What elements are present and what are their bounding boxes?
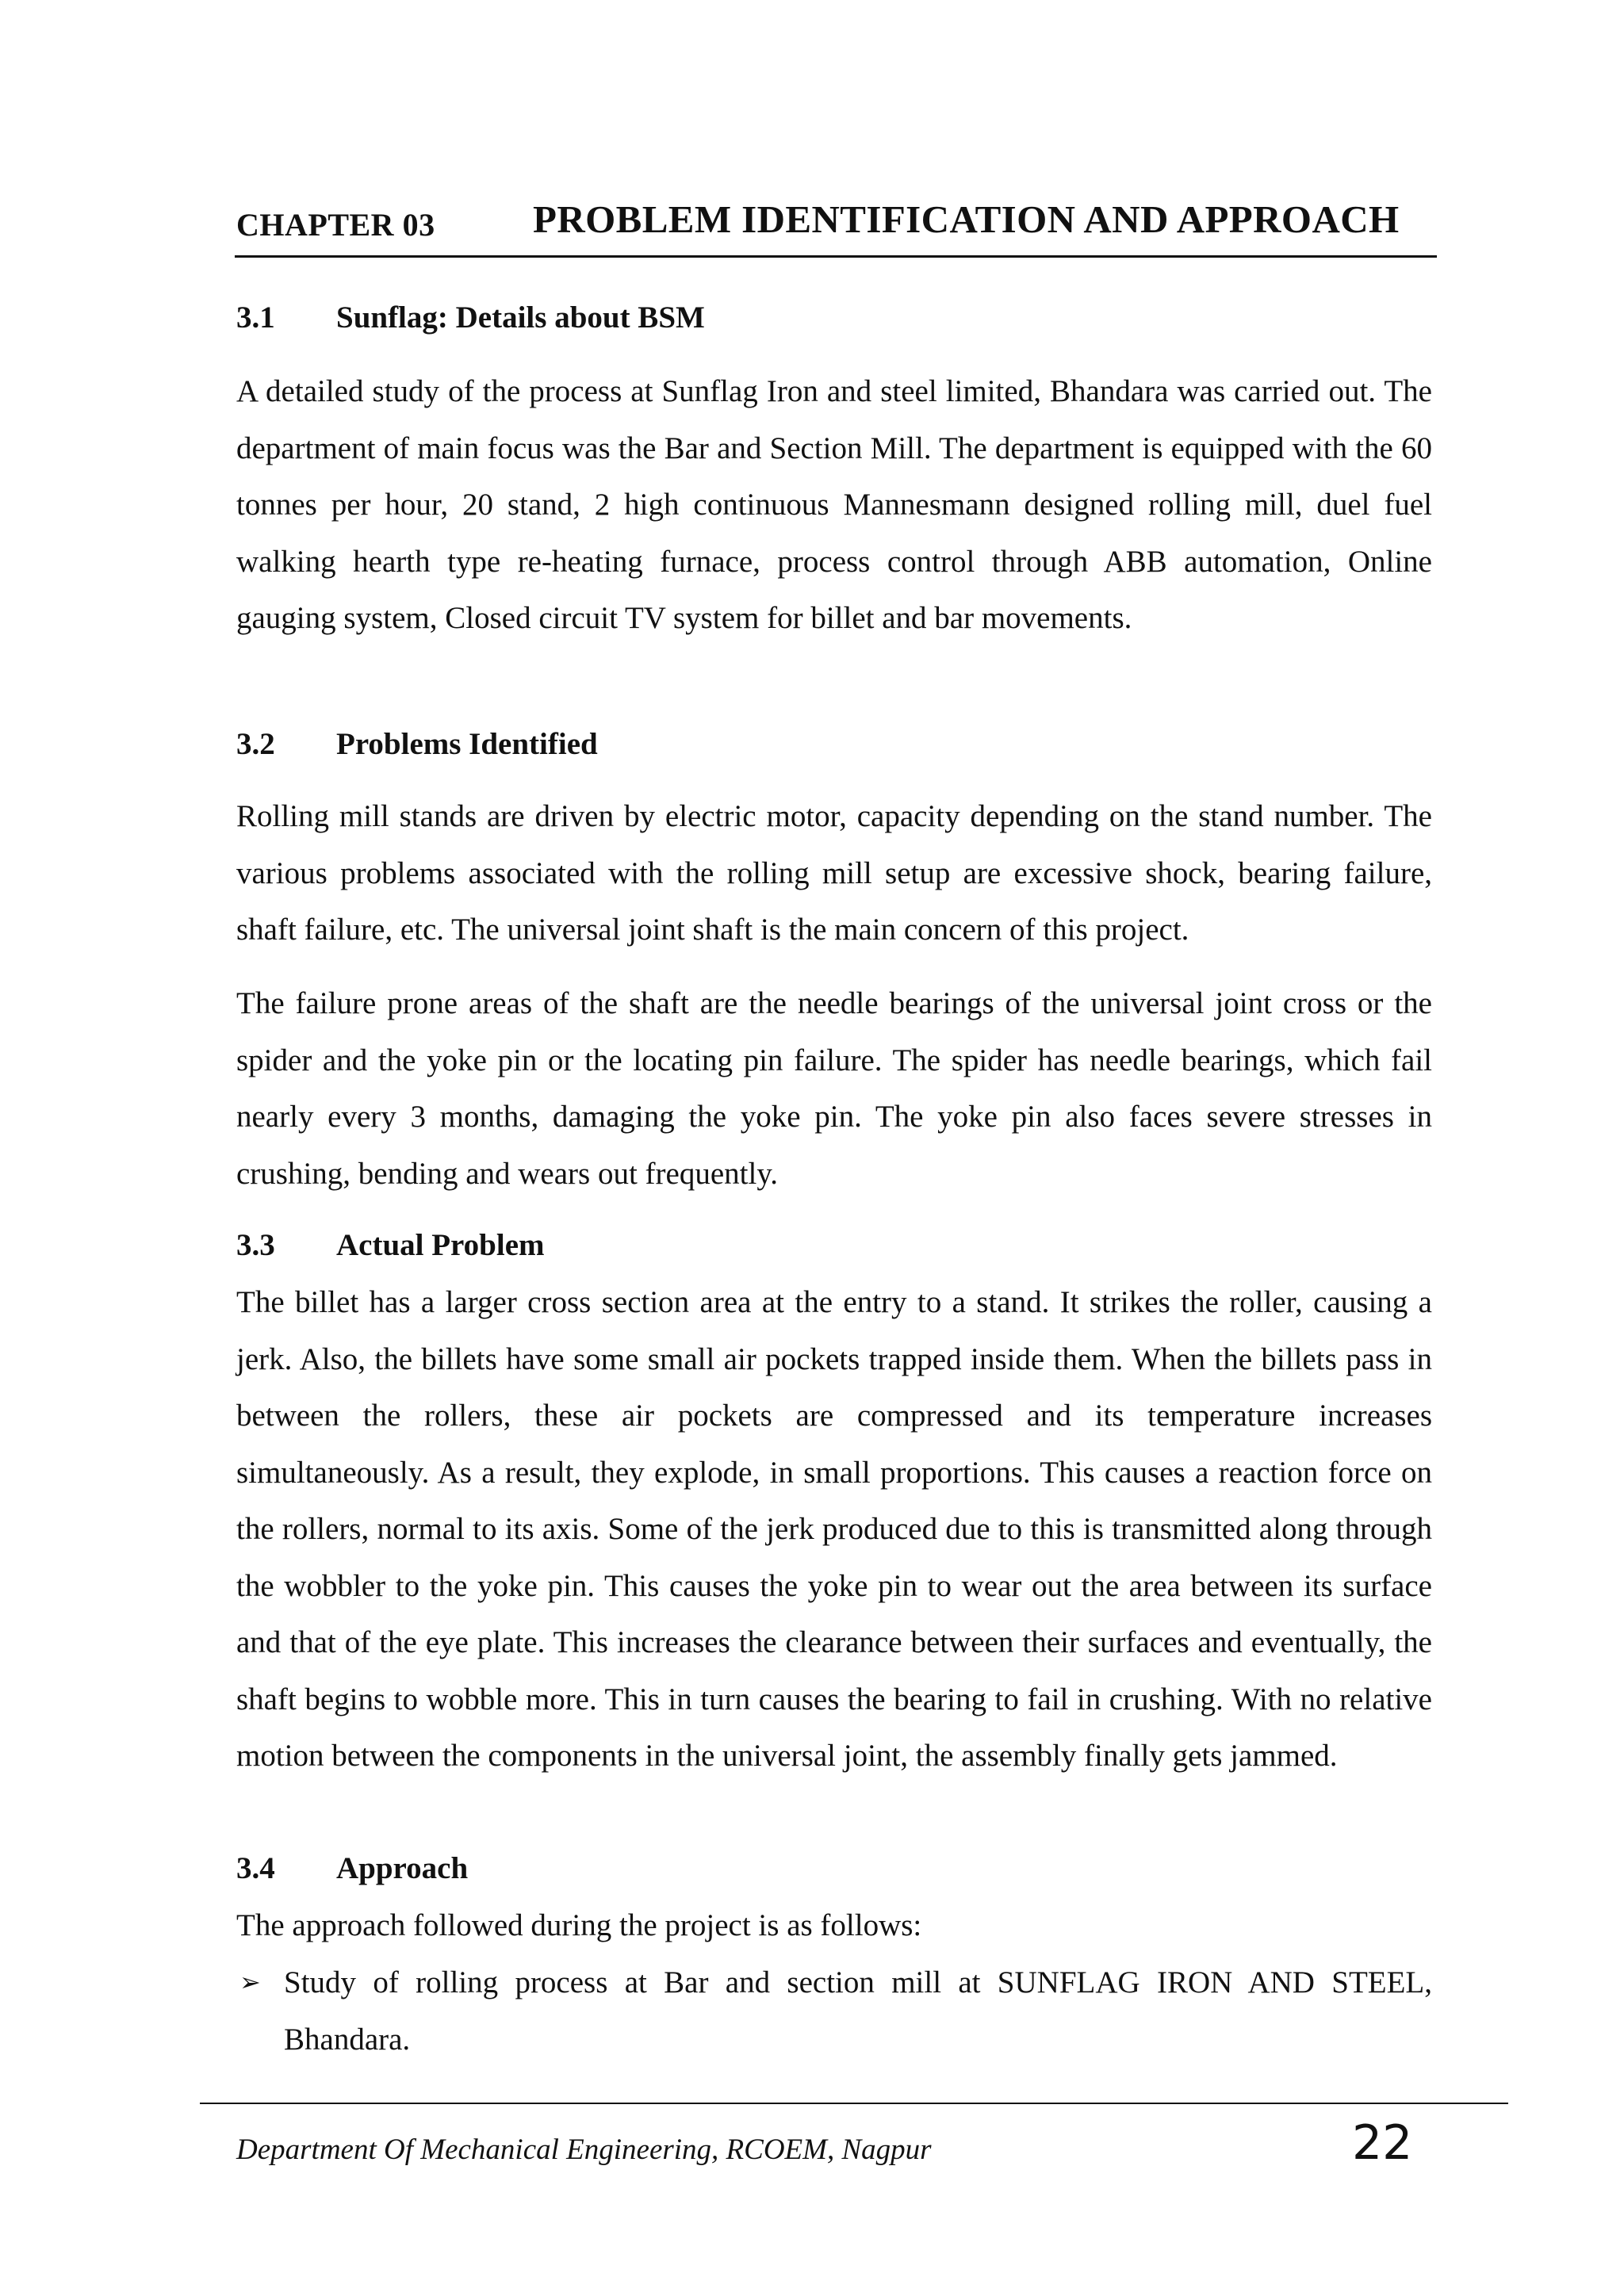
section-3-2-paragraph-1: Rolling mill stands are driven by electric motor, capacity depending on the stand number. The various problems associated with the rolling mill setup are excessive shock, bearing failure, shaft failure, etc. The universal joint shaft is the main concern of this project. <box>236 799 1432 947</box>
section-3-1-paragraph: A detailed study of the process at Sunflag Iron and steel limited, Bhandara was carried out. The department of main focus was the Bar and Section Mill. The department is equipped with the 60 tonnes per hour, 20 stand, 2 high continuous Mannesmann designed rolling mill, duel fuel walking hearth type re-heating furnace, process control through ABB automation, Online gauging system, Closed circuit TV system for billet and bar movements. <box>236 374 1432 635</box>
section-3-4-paragraph: The approach followed during the project is as follows: <box>236 1908 922 1942</box>
section-title: Sunflag: Details about BSM <box>336 300 705 335</box>
section-heading-3-1 <box>236 300 705 335</box>
section-number: 3.2 <box>236 727 275 761</box>
section-number: 3.3 <box>236 1228 275 1262</box>
section-heading-3-4 <box>236 1850 468 1886</box>
chapter-title: PROBLEM IDENTIFICATION AND APPROACH <box>533 197 1400 241</box>
page-number: 22 <box>1352 2115 1413 2171</box>
section-title: Actual Problem <box>336 1228 545 1262</box>
section-3-3-paragraph: The billet has a larger cross section area at the entry to a stand. It strikes the roller, causing a jerk. Also, the billets have some small air pockets trapped inside them. When the billets pass in between the rollers, these air pockets are compressed and its temperature increases simultaneously. As a result, they explode, in small proportions. This causes a reaction force on the rollers, normal to its axis. Some of the jerk produced due to this is transmitted along through the wobbler to the yoke pin. This causes the yoke pin to wear out the area between its surface and that of the eye plate. This increases the clearance between their surfaces and eventually, the shaft begins to wobble more. This in turn causes the bearing to fail in crushing. With no relative motion between the components in the universal joint, the assembly finally gets jammed. <box>236 1285 1432 1773</box>
section-heading-3-3 <box>236 1227 545 1263</box>
section-number: 3.4 <box>236 1851 275 1885</box>
footer-divider <box>200 2103 1508 2104</box>
section-heading-3-2 <box>236 726 598 762</box>
chapter-header <box>235 195 1437 258</box>
arrow-bullet-icon: ➢ <box>239 1967 261 1997</box>
footer-department: Department Of Mechanical Engineering, RCOEM, Nagpur <box>236 2133 932 2166</box>
chapter-label: CHAPTER 03 <box>236 207 435 243</box>
approach-bullet-item <box>236 1954 1432 2068</box>
section-title: Approach <box>336 1851 469 1885</box>
section-3-2-paragraph-2: The failure prone areas of the shaft are the needle bearings of the universal joint cross or the spider and the yoke pin or the locating pin failure. The spider has needle bearings, which fail nearly every 3 months, damaging the yoke pin. The yoke pin also faces severe stresses in crushing, bending and wears out frequently. <box>236 986 1432 1191</box>
section-title: Problems Identified <box>336 727 598 761</box>
section-number: 3.1 <box>236 300 275 335</box>
approach-bullet-text: Study of rolling process at Bar and section mill at SUNFLAG IRON AND STEEL, Bhandara. <box>284 1965 1432 2057</box>
